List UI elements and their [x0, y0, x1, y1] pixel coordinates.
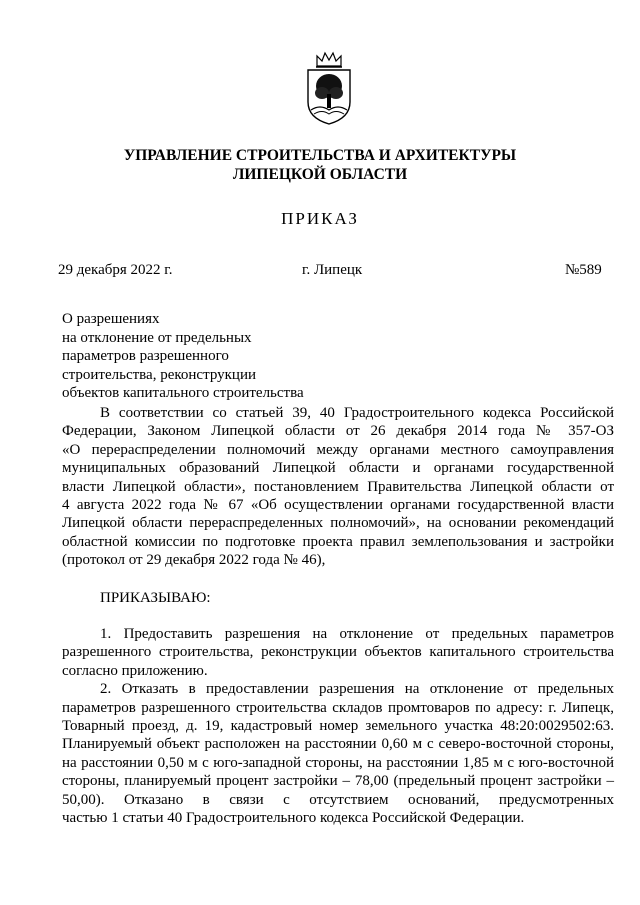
preamble-line: 4 августа 2022 года № 67 «Об осуществлении органами государственной власти — [62, 497, 614, 514]
order-word: ПРИКАЗЫВАЮ: — [100, 590, 211, 606]
document-number: №589 — [565, 262, 602, 278]
preamble-line: Липецкой области перераспределенных полномочий», на основании рекомендаций — [62, 515, 614, 532]
preamble-line: (протокол от 29 декабря 2022 года № 46), — [62, 552, 326, 569]
item-line: 50,00). Отказано в связи с отсутствием оснований, предусмотренных — [62, 791, 614, 808]
subject-line: О разрешениях — [62, 311, 160, 327]
preamble-line: Федерации, Законом Липецкой области от 26 декабря 2014 года № 357-ОЗ — [62, 423, 614, 440]
document-date: 29 декабря 2022 г. — [58, 262, 173, 278]
document-city: г. Липецк — [302, 262, 363, 278]
organization-name — [0, 146, 640, 184]
subject-line: объектов капитального строительства — [62, 385, 304, 401]
subject-line: параметров разрешенного — [62, 348, 229, 364]
item-line: стороны, планируемый процент застройки – 78,00 (предельный процент застройки – — [62, 773, 614, 790]
coat-of-arms-icon — [300, 50, 358, 130]
item-line: разрешенного строительства, реконструкции объектов капитального строительства — [62, 644, 614, 661]
preamble-line: власти Липецкой области», постановлением Правительства Липецкой области от — [62, 478, 614, 495]
preamble-line: муниципальных образований Липецкой области и органами государственной — [62, 460, 614, 477]
preamble-line: В соответствии со статьей 39, 40 Градостроительного кодекса Российской — [100, 405, 614, 421]
order-item-2 — [62, 680, 614, 827]
item-line: параметров разрешенного строительства складов промтоваров по адресу: г. Липецк, — [62, 699, 614, 716]
organization-line-1: УПРАВЛЕНИЕ СТРОИТЕЛЬСТВА И АРХИТЕКТУРЫ — [123, 147, 517, 164]
item-line: на расстоянии 0,50 м с юго-западной стороны, на расстоянии 1,85 м с юго-восточной — [62, 754, 614, 771]
preamble-line: «О перераспределении полномочий между органами местного самоуправления — [62, 441, 614, 458]
item-line: Товарный проезд, д. 19, кадастровый номер земельного участка 48:20:0029502:63. — [62, 718, 614, 735]
organization-line-2: ЛИПЕЦКОЙ ОБЛАСТИ — [232, 166, 408, 183]
document-subject — [62, 310, 304, 403]
item-line: 2. Отказать в предоставлении разрешения на отклонение от предельных — [100, 681, 614, 698]
item-line: Планируемый объект расположен на расстоянии 0,60 м с северо-восточной стороны, — [62, 736, 614, 753]
subject-line: на отклонение от предельных — [62, 329, 252, 346]
preamble-line: областной комиссии по подготовке проекта правил землепользования и застройки — [62, 533, 614, 550]
document-type: ПРИКАЗ — [281, 209, 359, 228]
item-line: согласно приложению. — [62, 662, 208, 679]
preamble-paragraph — [62, 404, 614, 570]
item-line: 1. Предоставить разрешения на отклонение от предельных параметров — [100, 626, 614, 642]
item-line: частью 1 статьи 40 Градостроительного кодекса Российской Федерации. — [62, 810, 525, 827]
subject-line: строительства, реконструкции — [62, 366, 256, 383]
order-item-1 — [62, 625, 614, 680]
order-items — [62, 625, 614, 827]
